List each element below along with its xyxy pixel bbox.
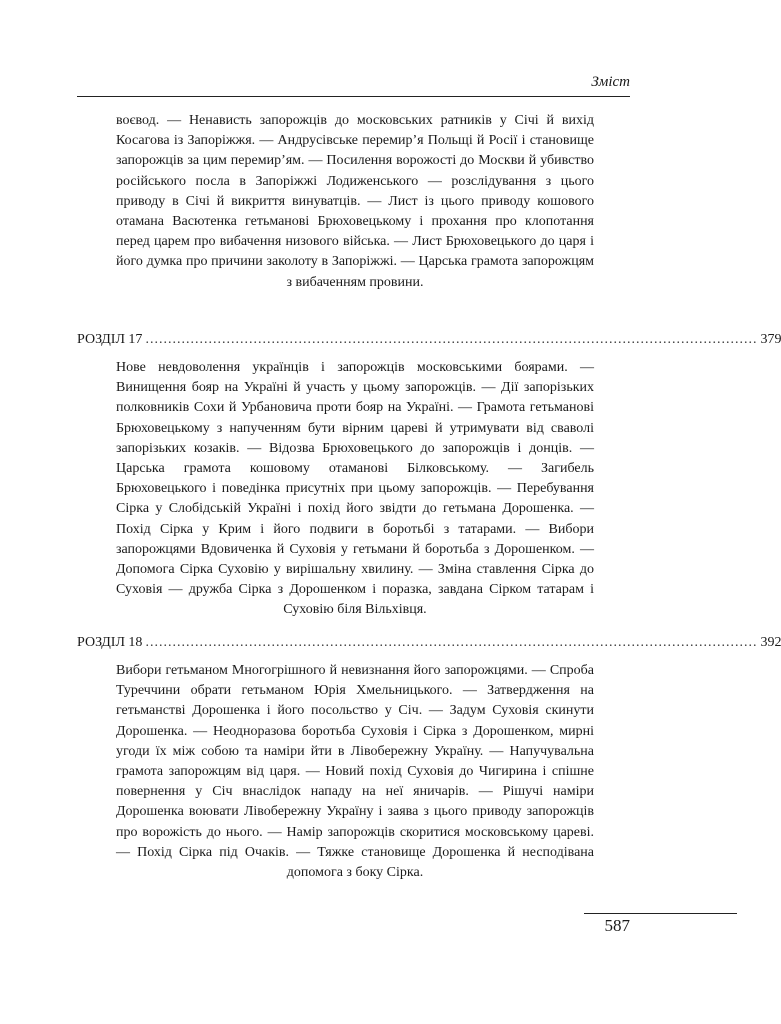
chapter-18-label: РОЗДІЛ 18 <box>77 635 143 650</box>
footer-rule <box>584 913 737 914</box>
toc-entry-chapter-18[interactable] <box>77 633 781 653</box>
chapter-18-page: 392 <box>760 635 781 650</box>
chapter-17-summary: Нове невдоволення українців і запорожців московськими боярами. — Винищення бояр на Україні й участь у цьому запорожців. — Дії запорізьких полковників Сохи й Урбановича проти бояр на Україні. — Грамота гетьманові Брюховецькому з напученням бути вірним цареві й утримувати від сваволі запорізьких козаків. — Відозва Брюховецького до запорожців і донців. — Царська грамота кошовому отаманові Білковському. — Загибель Брюховецького і поведінка присутніх при цьому запорожців. — Перебування Сірка у Слобідській Україні і похід його звідти до гетьмана Дорошенка. — Похід Сірка у Крим і його подвиги в боротьбі з татарами. — Вибори запорожцями Вдовиченка й Суховія у гетьмани й боротьба з Дорошенком. — Допомога Сірка Суховію у вирішальну хвилину. — Зміна ставлення Сірка до Суховія — дружба Сірка з Дорошенком і поразка, завдана Сірком татарам і Суховію біля Вільхівця. <box>116 360 594 618</box>
running-title: Зміст <box>591 74 630 90</box>
chapter-17-page: 379 <box>760 332 781 347</box>
dot-leader: ........................................................................................................................................ <box>145 635 758 650</box>
intro-paragraph: воєвод. — Ненависть запорожців до московських ратників у Січі й вихід Косагова із Запоріжжя. — Андрусівське перемир’я Польщі й Росії і становище запорожців за цим перемир’ям. — Посилення ворожості до Москви й убивство російського посла в Запоріжжі Лодиженського — розслідування з цього приводу в Січі й викриття винуватців. — Лист із цього приводу кошового отамана Васютенка гетьманові Брюховецькому і прохання про клопотання перед царем про вибачення низового війська. — Лист Брюховецького до царя і його думка про причини заколоту в Запоріжжі. — Царська грамота запорожцям з вибаченням провини. <box>116 113 594 290</box>
header-rule <box>77 96 630 97</box>
page-number: 587 <box>604 916 630 935</box>
chapter-17-label: РОЗДІЛ 17 <box>77 332 143 347</box>
toc-entry-chapter-17[interactable] <box>77 330 781 350</box>
chapter-18-summary: Вибори гетьманом Многогрішного й невизнання його запорожцями. — Спроба Туреччини обрати гетьманом Юрія Хмельницького. — Затвердження на гетьманстві Дорошенка і його посольство у Січ. — Задум Суховія скинути Дорошенка. — Неодноразова боротьба Суховія і Сірка з Дорошенком, мирні угоди їх між собою та наміри йти в Лівобережну Україну. — Напучувальна грамота запорожцям від царя. — Новий похід Суховія до Чигирина і спішне повернення у Січ внаслідок нападу на неї яничарів. — Рішучі наміри Дорошенка воювати Лівобережну Україну і заява з цього приводу запорожців про ворожість до нього. — Намір запорожців скоритися московському цареві. — Похід Сірка під Очаків. — Тяжке становище Дорошенка й несподівана допомога з боку Сірка. <box>116 663 594 881</box>
dot-leader: ........................................................................................................................................ <box>145 332 758 347</box>
